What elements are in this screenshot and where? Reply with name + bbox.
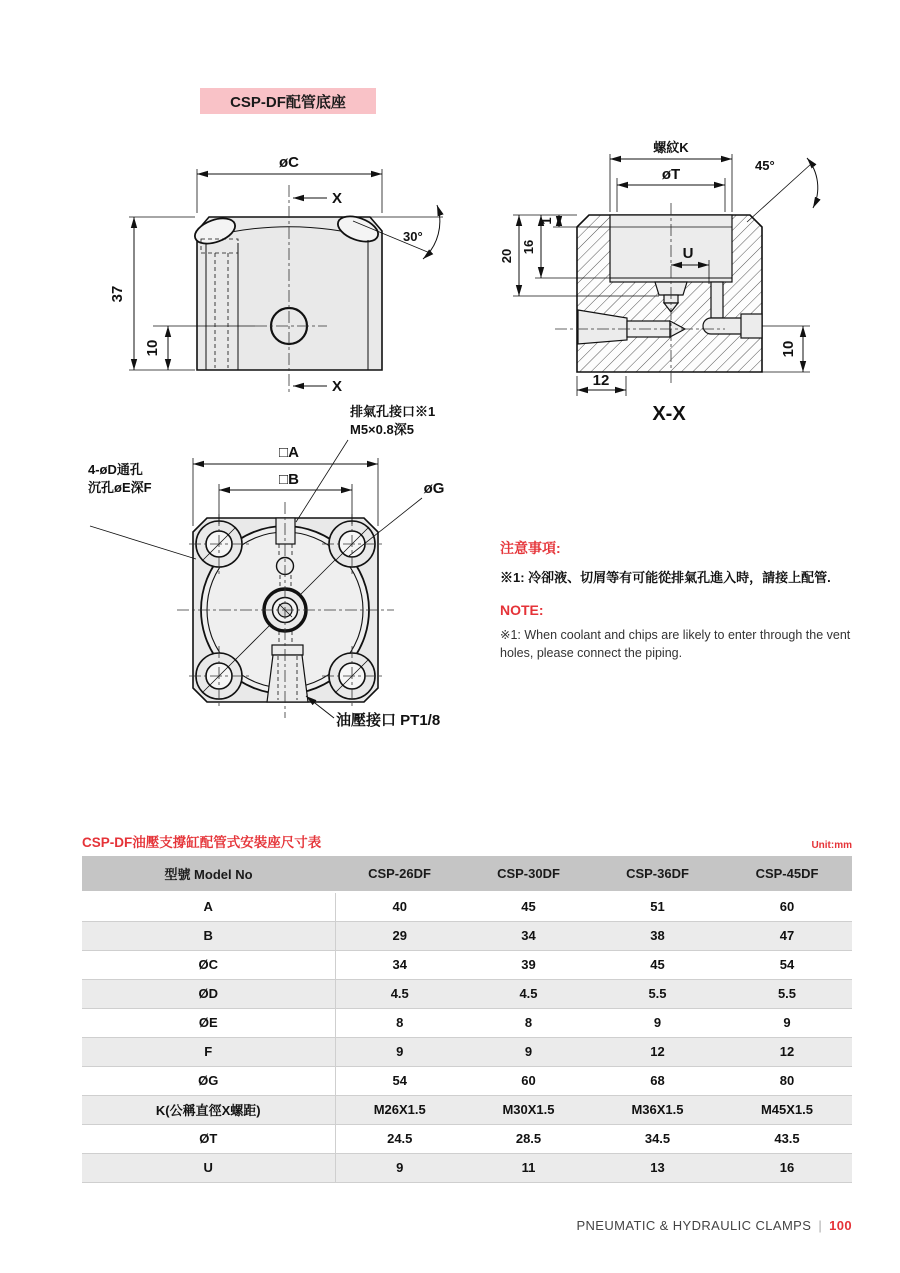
note-title-en: NOTE: [500,602,544,618]
note-body-zh: ※1: 冷卻液、切屑等有可能從排氣孔進入時，請接上配管. [500,570,831,585]
dimension-square-b [219,471,352,524]
section-mark-x-top [293,190,342,207]
thread-k-label: 螺紋K [653,140,689,155]
cell-value: 9 [464,1037,593,1066]
dim-label-20: 20 [499,248,514,264]
table-title: CSP-DF油壓支撐缸配管式安裝座尺寸表 [82,835,322,850]
table-row-K(公稱直徑X螺距) [82,1095,852,1124]
dimension-diameter-c [197,154,382,213]
cell-value: 12 [722,1037,852,1066]
table-row-ØD [82,979,852,1008]
row-label: F [82,1037,335,1066]
cell-value: 8 [335,1008,464,1037]
table-unit-label: Unit:mm [811,840,852,851]
section-title: CSP-DF配管底座 [230,93,346,111]
table-row-ØC [82,950,852,979]
spec-table-body [82,892,852,1182]
table-row-A [82,892,852,921]
cell-value: 11 [464,1153,593,1182]
dim-label-10: 10 [144,339,161,357]
cell-value: 13 [593,1153,722,1182]
table-row-B [82,921,852,950]
cell-value: 5.5 [593,979,722,1008]
vent-label-1: 排氣孔接口※1 [350,404,436,419]
cell-value: 39 [464,950,593,979]
dim-label-right-10: 10 [780,340,797,358]
dim-label-1: 1 [539,217,554,225]
cell-value: 34 [464,921,593,950]
cell-value: 43.5 [722,1124,852,1153]
column-header-model: 型號 Model No [82,856,335,892]
row-label: K(公稱直徑X螺距) [82,1095,335,1124]
dimension-12 [577,372,626,396]
section-x-top-label: X [332,190,343,207]
vent-label-2: M5×0.8深5 [350,422,414,437]
column-header-CSP-45DF: CSP-45DF [722,856,852,892]
cell-value: 68 [593,1066,722,1095]
section-title-box [200,88,376,114]
spec-table-header-row [82,856,852,892]
cell-value: 54 [722,950,852,979]
cell-value: 60 [722,892,852,921]
row-label: ØT [82,1124,335,1153]
cell-value: 5.5 [722,979,852,1008]
section-caption: X-X [652,403,686,425]
label-bolt-holes [88,462,196,559]
cell-value: 29 [335,921,464,950]
cell-value: M26X1.5 [335,1095,464,1124]
cell-value: 9 [335,1153,464,1182]
row-label: U [82,1153,335,1182]
cell-value: 4.5 [464,979,593,1008]
spec-table [82,856,852,1183]
section-x-bottom-label: X [332,378,343,395]
dim-label-30deg: 30° [403,229,423,244]
notes-block [500,538,860,662]
table-row-U [82,1153,852,1182]
section-mark-x-bottom [293,378,342,395]
row-label: ØE [82,1008,335,1037]
dim-label-oc: øC [279,154,299,171]
cell-value: 9 [722,1008,852,1037]
column-header-CSP-26DF: CSP-26DF [335,856,464,892]
dim-label-45deg: 45° [755,158,775,173]
cell-value: 45 [464,892,593,921]
dim-label-square-a: □A [279,444,299,461]
holes-label-1: 4-øD通孔 [88,462,143,477]
table-row-F [82,1037,852,1066]
dim-label-square-b: □B [279,471,299,488]
cell-value: 4.5 [335,979,464,1008]
row-label: ØD [82,979,335,1008]
cell-value: 38 [593,921,722,950]
footer-text: PNEUMATIC & HYDRAULIC CLAMPS [576,1218,812,1233]
note-title-zh: 注意事項: [500,540,561,556]
note-body-en: ※1: When coolant and chips are likely to enter through the vent holes, please connect the piping. [500,628,851,660]
cell-value: 28.5 [464,1124,593,1153]
cell-value: 9 [335,1037,464,1066]
drawing-side-view [105,147,465,402]
side-body-outline [192,185,382,392]
dimension-angle-45 [747,158,818,222]
cell-value: 12 [593,1037,722,1066]
oil-port-label: 油壓接口 PT1/8 [336,712,441,729]
column-header-CSP-30DF: CSP-30DF [464,856,593,892]
table-row-ØE [82,1008,852,1037]
page-footer [82,1218,852,1233]
cell-value: M45X1.5 [722,1095,852,1124]
cell-value: 9 [593,1008,722,1037]
drawing-front-view [82,398,477,743]
table-row-ØG [82,1066,852,1095]
cell-value: 8 [464,1008,593,1037]
holes-label-2: 沉孔øE深F [88,480,152,495]
table-caption-row [82,831,852,851]
cell-value: M30X1.5 [464,1095,593,1124]
cell-value: 34 [335,950,464,979]
row-label: ØG [82,1066,335,1095]
dim-label-12: 12 [592,372,610,389]
cell-value: 24.5 [335,1124,464,1153]
footer-separator: | [818,1218,823,1233]
cell-value: 16 [722,1153,852,1182]
cell-value: 54 [335,1066,464,1095]
dim-label-16: 16 [521,239,536,255]
footer-page-number: 100 [829,1218,852,1233]
dim-label-og: øG [423,480,445,497]
dimension-right-10 [762,326,810,372]
row-label: B [82,921,335,950]
cell-value: M36X1.5 [593,1095,722,1124]
cell-value: 60 [464,1066,593,1095]
dim-label-u: U [682,245,694,262]
cell-value: 51 [593,892,722,921]
table-row-ØT [82,1124,852,1153]
cell-value: 80 [722,1066,852,1095]
column-header-CSP-36DF: CSP-36DF [593,856,722,892]
row-label: ØC [82,950,335,979]
cell-value: 40 [335,892,464,921]
cell-value: 47 [722,921,852,950]
row-label: A [82,892,335,921]
dim-label-ot: øT [661,166,681,183]
cell-value: 34.5 [593,1124,722,1153]
cell-value: 45 [593,950,722,979]
dim-label-37: 37 [109,285,126,303]
drawing-section-xx [495,128,890,428]
